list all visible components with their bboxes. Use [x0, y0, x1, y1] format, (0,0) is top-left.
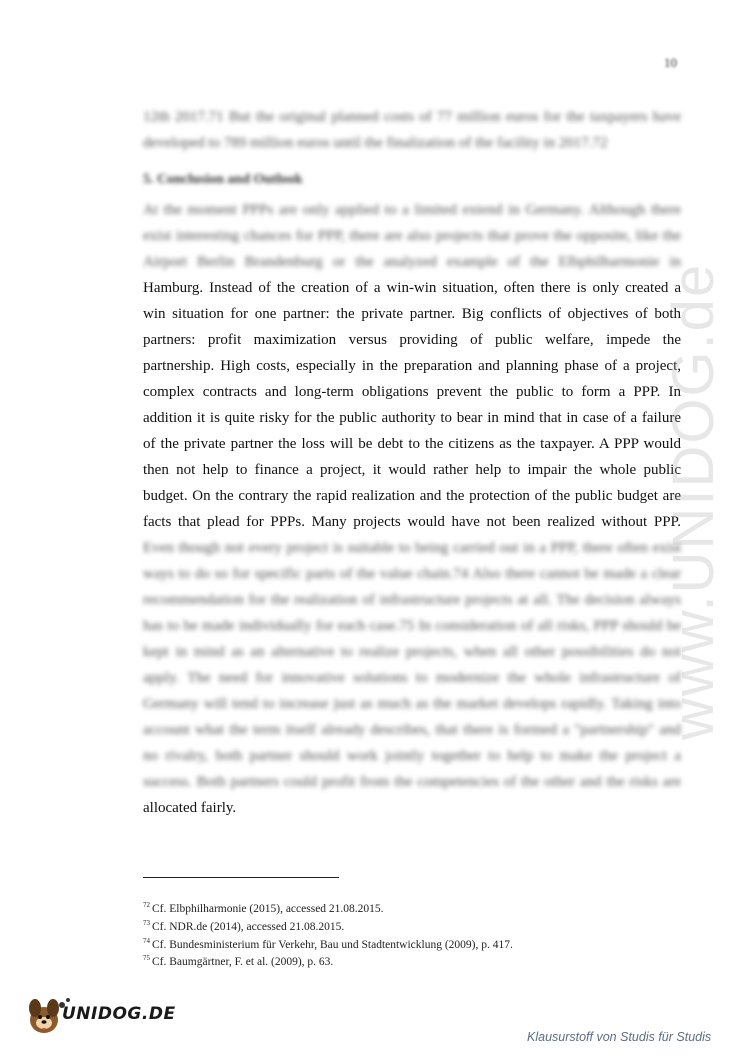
section-heading: 5. Conclusion and Outlook — [143, 172, 303, 187]
footnotes — [143, 898, 513, 969]
footnote-item — [143, 951, 513, 969]
footnote-text: Cf. NDR.de (2014), accessed 21.08.2015. — [152, 920, 345, 933]
footnote-number: 73 — [143, 918, 150, 927]
footnote-number: 72 — [143, 901, 150, 909]
text-line: budget. On the contrary the rapid realization and the protection of the public budget are — [143, 488, 681, 504]
text-line: Even though not every project is suitable to being carried out in a PPP, there often exist — [143, 540, 681, 556]
text-line: facts that plead for PPPs. Many projects would have not been realized without PPP. — [143, 514, 681, 530]
text-line: developed to 789 million euros until the finalization of the facility in 2017.72 — [143, 135, 608, 151]
top-paragraph — [143, 104, 681, 156]
footnote-text: Cf. Elbphilharmonie (2015), accessed 21.08.2015. — [152, 902, 384, 915]
text-line: partners: profit maximization versus providing of public welfare, impede the — [143, 332, 681, 348]
footnote-text: Cf. Baumgärtner, F. et al. (2009), p. 63. — [152, 956, 334, 969]
text-line: win situation for one partner: the private partner. Big conflicts of objectives of both — [143, 306, 681, 322]
text-line: 12th 2017.71 But the original planned costs of 77 million euros for the taxpayers have — [143, 109, 681, 125]
text-line: Airport Berlin Brandenburg or the analyzed example of the Elbphilharmonie in — [143, 254, 681, 270]
text-line: of the private partner the loss will be debt to the citizens as the taxpayer. A PPP would — [143, 436, 681, 452]
text-line: recommendation for the realization of infrastructure projects at all. The decision always — [143, 592, 681, 608]
watermark: www.UNIDOG.de — [661, 262, 726, 740]
text-line: exist interesting chances for PPP, there are also projects that prove the opposite, like the — [143, 228, 681, 244]
text-line: Germany will tend to increase just as much as the market develops rapidly. Taking into — [143, 696, 681, 712]
footnote-item — [143, 916, 513, 934]
text-line: kept in mind as an alternative to realize projects, when all other possibilities do not — [143, 644, 681, 660]
text-line: success. Both partners could profit from the competencies of the other and the risks are — [143, 774, 681, 790]
tagline: Klausurstoff von Studis für Studis — [527, 1030, 712, 1044]
text-line: complex contracts and long-term obligations prevent the public to form a PPP. In — [143, 384, 681, 400]
text-line: apply. The need for innovative solutions to modernize the whole infrastructure of — [143, 670, 681, 686]
text-line: no rivalry, both partner should work jointly together to help to make the project a — [143, 748, 681, 764]
text-line: partnership. High costs, especially in the preparation and planning phase of a project, — [143, 358, 681, 374]
text-line: then not help to finance a project, it would rather help to impair the whole public — [143, 462, 681, 478]
page-number: 10 — [664, 55, 677, 70]
text-line: At the moment PPPs are only applied to a limited extend in Germany. Although there — [143, 202, 681, 218]
text-line: Hamburg. Instead of the creation of a win-win situation, often there is only created a — [143, 280, 681, 296]
text-line: allocated fairly. — [143, 800, 237, 816]
footnote-item — [143, 898, 513, 916]
text-line: ways to do so for specific parts of the value chain.74 Also there cannot be made a clear — [143, 566, 681, 582]
footnote-number: 74 — [143, 936, 150, 945]
footnote-divider — [143, 877, 339, 878]
text-line: has to be made individually for each case.75 In consideration of all risks, PPP should be — [143, 618, 681, 634]
text-line: account what the term itself already describes, that there is formed a "partnership" and — [143, 722, 681, 738]
footnote-item — [143, 934, 513, 952]
text-line: addition it is quite risky for the public authority to bear in mind that in case of a failure — [143, 410, 681, 426]
footnote-number: 75 — [143, 954, 150, 963]
body-paragraph — [143, 197, 681, 821]
footnote-text: Cf. Bundesministerium für Verkehr, Bau und Stadtentwicklung (2009), p. 417. — [152, 938, 513, 951]
logo-text: UNIDOG.DE — [62, 1004, 176, 1024]
